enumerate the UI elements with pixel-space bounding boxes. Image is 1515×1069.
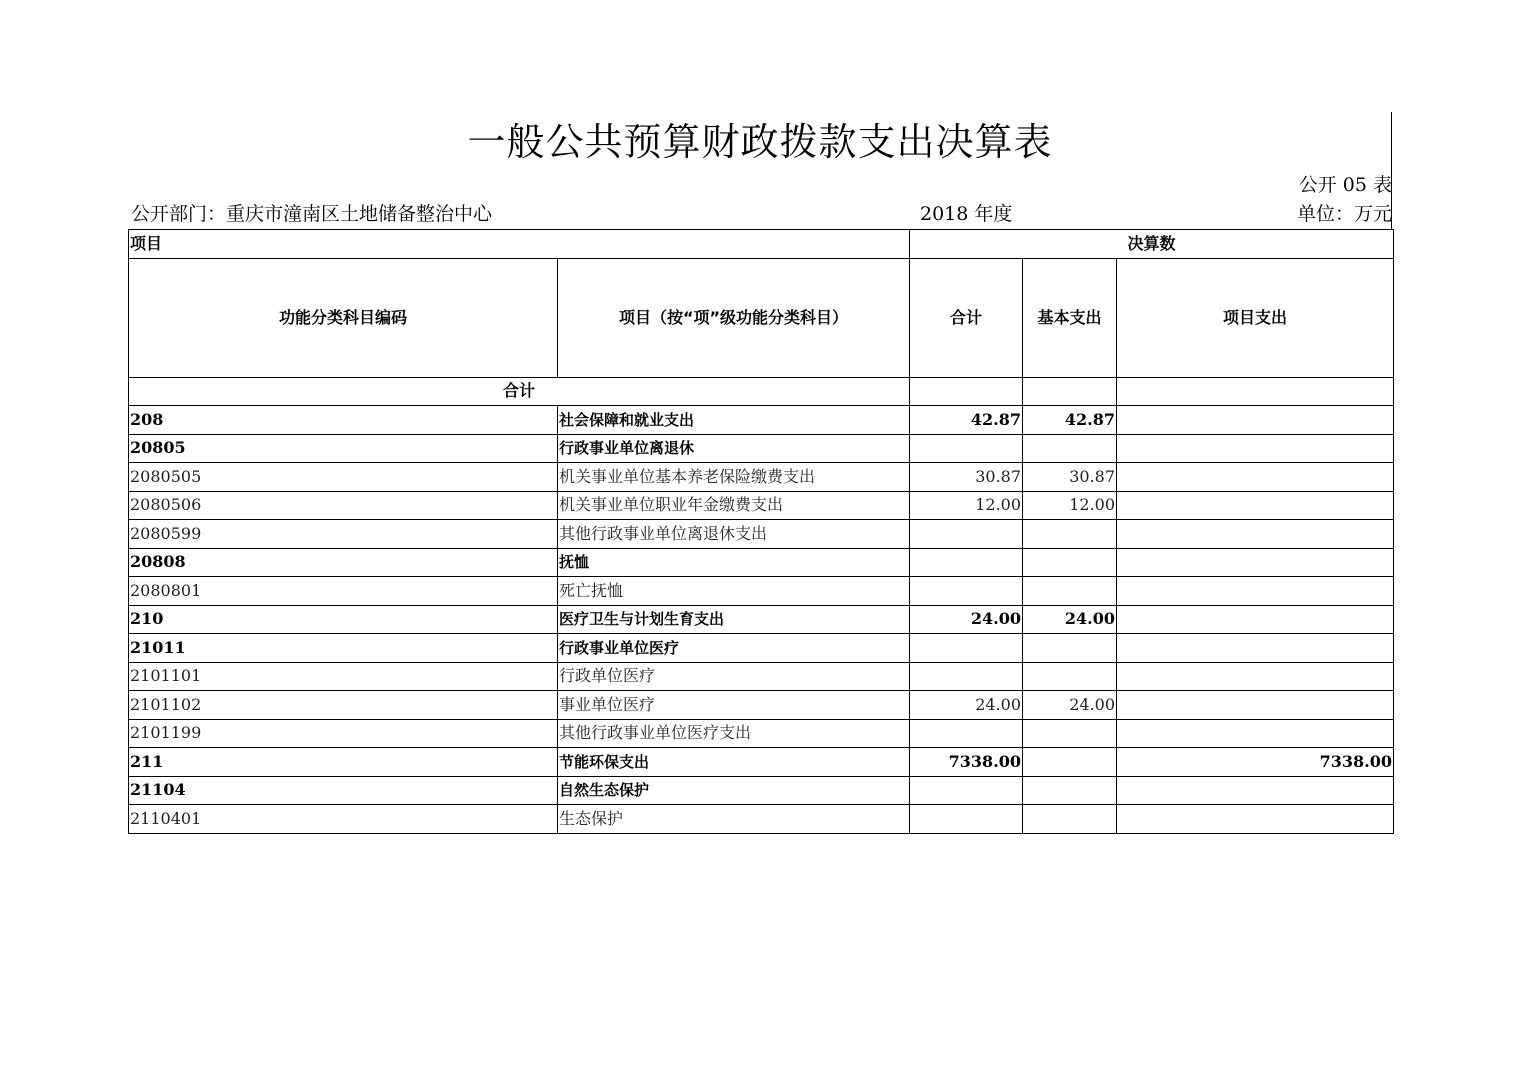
table-row [129, 577, 1394, 606]
row-project [1117, 662, 1394, 691]
row-name: 节能环保支出 [558, 748, 910, 777]
row-name: 其他行政事业单位离退休支出 [558, 520, 910, 549]
row-project [1117, 463, 1394, 492]
row-name: 事业单位医疗 [558, 691, 910, 720]
row-basic [1023, 577, 1117, 606]
table-row [129, 491, 1394, 520]
row-name: 行政单位医疗 [558, 662, 910, 691]
department-label: 公开部门：重庆市潼南区土地储备整治中心 [131, 203, 493, 225]
row-project: 7338.00 [1117, 748, 1394, 777]
row-project [1117, 520, 1394, 549]
row-project [1117, 605, 1394, 634]
row-basic [1023, 520, 1117, 549]
table-row [129, 605, 1394, 634]
table-row [129, 520, 1394, 549]
total-row-project [1117, 377, 1394, 406]
row-code: 2110401 [129, 805, 558, 834]
row-code: 2080599 [129, 520, 558, 549]
row-name: 其他行政事业单位医疗支出 [558, 719, 910, 748]
table-row [129, 691, 1394, 720]
row-name: 社会保障和就业支出 [558, 406, 910, 435]
total-row-total [910, 377, 1023, 406]
row-total: 12.00 [910, 491, 1023, 520]
row-name: 机关事业单位基本养老保险缴费支出 [558, 463, 910, 492]
form-number: 公开 05 表 [1298, 174, 1392, 196]
row-project [1117, 691, 1394, 720]
row-name: 机关事业单位职业年金缴费支出 [558, 491, 910, 520]
fiscal-year: 2018 年度 [920, 203, 1013, 225]
row-code: 2080505 [129, 463, 558, 492]
row-basic: 24.00 [1023, 605, 1117, 634]
table-row [129, 634, 1394, 663]
row-total [910, 634, 1023, 663]
table-row [129, 719, 1394, 748]
row-basic [1023, 662, 1117, 691]
row-code: 2101102 [129, 691, 558, 720]
row-code: 20805 [129, 434, 558, 463]
row-total [910, 434, 1023, 463]
table-row [129, 463, 1394, 492]
row-total [910, 776, 1023, 805]
row-total: 7338.00 [910, 748, 1023, 777]
total-row-label: 合计 [129, 377, 910, 406]
row-project [1117, 776, 1394, 805]
row-total: 42.87 [910, 406, 1023, 435]
header-total: 合计 [910, 258, 1023, 377]
row-total [910, 577, 1023, 606]
row-basic [1023, 634, 1117, 663]
table-row [129, 662, 1394, 691]
row-project [1117, 434, 1394, 463]
row-code: 2101199 [129, 719, 558, 748]
row-total [910, 548, 1023, 577]
row-basic: 24.00 [1023, 691, 1117, 720]
row-name: 自然生态保护 [558, 776, 910, 805]
row-total: 24.00 [910, 605, 1023, 634]
row-basic [1023, 719, 1117, 748]
row-basic [1023, 434, 1117, 463]
row-code: 2101101 [129, 662, 558, 691]
row-code: 21011 [129, 634, 558, 663]
table-row [129, 406, 1394, 435]
row-total [910, 520, 1023, 549]
row-name: 生态保护 [558, 805, 910, 834]
expenditure-table [128, 229, 1394, 834]
total-row-basic [1023, 377, 1117, 406]
row-total [910, 662, 1023, 691]
row-name: 死亡抚恤 [558, 577, 910, 606]
header-name: 项目（按“项”级功能分类科目） [558, 258, 910, 377]
header-item: 项目 [129, 230, 910, 259]
row-code: 21104 [129, 776, 558, 805]
row-total [910, 719, 1023, 748]
row-basic [1023, 748, 1117, 777]
row-code: 208 [129, 406, 558, 435]
row-name: 抚恤 [558, 548, 910, 577]
row-project [1117, 634, 1394, 663]
row-project [1117, 548, 1394, 577]
row-name: 行政事业单位离退休 [558, 434, 910, 463]
row-name: 医疗卫生与计划生育支出 [558, 605, 910, 634]
row-code: 2080506 [129, 491, 558, 520]
header-basic: 基本支出 [1023, 258, 1117, 377]
row-code: 211 [129, 748, 558, 777]
row-total: 30.87 [910, 463, 1023, 492]
table-row [129, 805, 1394, 834]
table-row [129, 776, 1394, 805]
row-code: 210 [129, 605, 558, 634]
row-code: 2080801 [129, 577, 558, 606]
row-project [1117, 491, 1394, 520]
row-name: 行政事业单位医疗 [558, 634, 910, 663]
row-basic [1023, 776, 1117, 805]
row-basic: 12.00 [1023, 491, 1117, 520]
header-code: 功能分类科目编码 [129, 258, 558, 377]
row-basic: 42.87 [1023, 406, 1117, 435]
row-basic [1023, 805, 1117, 834]
header-settlement: 决算数 [910, 230, 1394, 259]
row-code: 20808 [129, 548, 558, 577]
row-total: 24.00 [910, 691, 1023, 720]
table-row [129, 748, 1394, 777]
page-title: 一般公共预算财政拨款支出决算表 [467, 120, 1053, 164]
header-project: 项目支出 [1117, 258, 1394, 377]
unit-label: 单位：万元 [1296, 203, 1392, 225]
row-project [1117, 406, 1394, 435]
row-project [1117, 577, 1394, 606]
row-basic: 30.87 [1023, 463, 1117, 492]
table-row [129, 434, 1394, 463]
row-basic [1023, 548, 1117, 577]
table-row [129, 548, 1394, 577]
row-total [910, 805, 1023, 834]
row-project [1117, 805, 1394, 834]
row-project [1117, 719, 1394, 748]
